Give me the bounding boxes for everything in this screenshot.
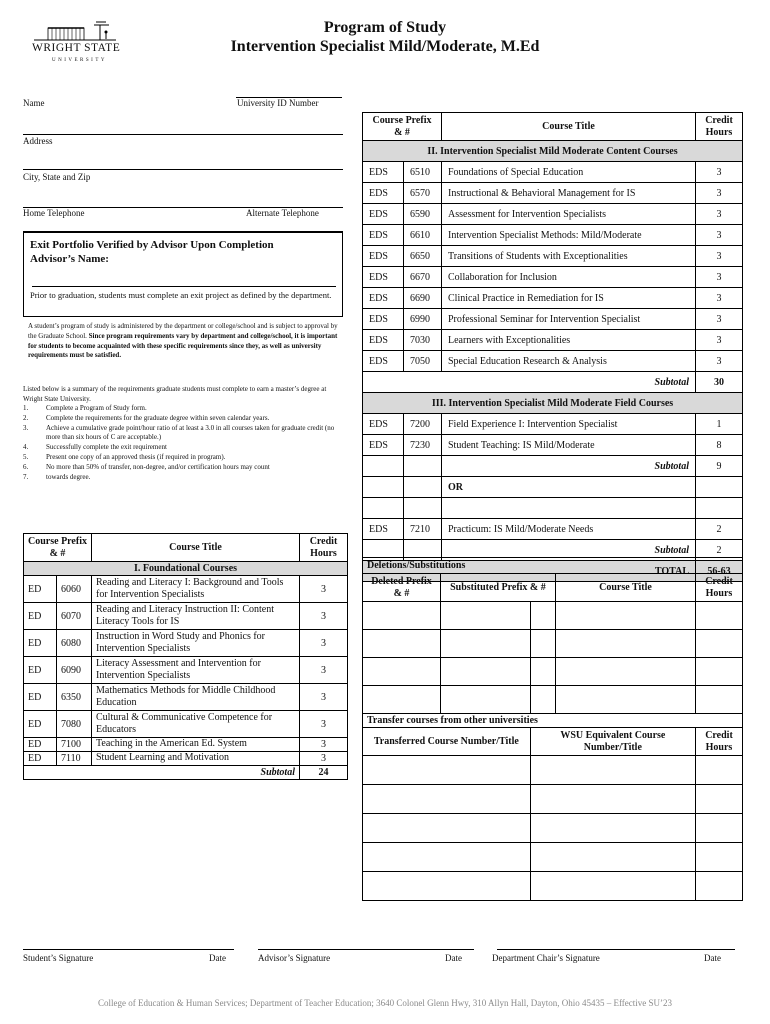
credit-hours-cell[interactable] xyxy=(696,602,743,630)
course-prefix: EDS xyxy=(363,414,404,435)
deletion-row xyxy=(363,602,743,630)
course-credit: 1 xyxy=(696,414,743,435)
course-prefix: EDS xyxy=(363,225,404,246)
course-credit: 3 xyxy=(696,309,743,330)
university-id-line[interactable] xyxy=(236,97,342,98)
requirement-text: No more than 50% of transfer, non-degree, and/or certification hours may count xyxy=(46,462,270,471)
address-label: Address xyxy=(23,136,53,146)
student-signature-label: Student’s Signature xyxy=(23,953,94,963)
course-prefix: EDS xyxy=(363,246,404,267)
course-credit: 3 xyxy=(300,603,348,630)
header-wsu-equivalent: WSU Equivalent Course Number/Title xyxy=(530,728,695,756)
course-title: Special Education Research & Analysis xyxy=(442,351,696,372)
course-prefix: EDS xyxy=(363,519,404,540)
logo-subtitle: UNIVERSITY xyxy=(52,58,107,63)
name-label: Name xyxy=(23,98,45,108)
course-credit: 3 xyxy=(300,711,348,738)
course-number: 6670 xyxy=(404,267,442,288)
course-title: Reading and Literacy Instruction II: Content Literacy Tools for IS xyxy=(92,603,300,630)
empty-cell xyxy=(404,456,442,477)
table-row xyxy=(24,752,348,766)
credit-hours-cell[interactable] xyxy=(696,843,743,872)
table-row xyxy=(24,657,348,684)
substituted-number-cell[interactable] xyxy=(530,602,555,630)
course-number: 7200 xyxy=(404,414,442,435)
course-number: 6590 xyxy=(404,204,442,225)
program-study-note xyxy=(28,322,340,361)
deletion-row xyxy=(363,686,743,714)
credit-hours-cell[interactable] xyxy=(696,814,743,843)
requirement-number: 6. xyxy=(23,462,29,471)
course-number: 6060 xyxy=(57,576,92,603)
empty-cell xyxy=(696,477,743,498)
empty-cell xyxy=(363,477,404,498)
section-field-courses: III. Intervention Specialist Mild Moderate Field Courses xyxy=(363,393,743,414)
exit-project-note: Prior to graduation, students must complete an exit project as defined by the department. xyxy=(30,290,332,300)
chair-date-label: Date xyxy=(704,953,721,963)
table-row xyxy=(363,162,743,183)
empty-cell xyxy=(404,477,442,498)
header-credit-hours: Credit Hours xyxy=(696,728,743,756)
advisor-signature-line[interactable] xyxy=(258,949,474,950)
transfer-row xyxy=(363,843,743,872)
course-credit: 3 xyxy=(300,752,348,766)
deletion-row xyxy=(363,630,743,658)
field-subtotal: 9 xyxy=(696,456,743,477)
transfer-rows xyxy=(363,756,743,901)
table-row xyxy=(24,711,348,738)
course-title: Collaboration for Inclusion xyxy=(442,267,696,288)
course-prefix: ED xyxy=(24,657,57,684)
requirement-number: 3. xyxy=(23,423,29,432)
substituted-prefix-cell[interactable] xyxy=(441,630,531,658)
or-label: OR xyxy=(442,477,696,498)
course-prefix: ED xyxy=(24,630,57,657)
header-substituted-prefix: Substituted Prefix & # xyxy=(441,574,556,602)
table-row xyxy=(24,684,348,711)
requirement-text: Successfully complete the exit requirement xyxy=(46,443,167,452)
page-title xyxy=(0,18,770,56)
requirement-text: Achieve a cumulative grade point/hour ratio of at least a 3.0 in all courses taken for graduate credit (no more than six hours of C are acceptable.) xyxy=(46,423,335,442)
course-credit: 3 xyxy=(300,684,348,711)
substituted-number-cell[interactable] xyxy=(530,686,555,714)
subtotal-label: Subtotal xyxy=(442,456,696,477)
section-foundational-courses: I. Foundational Courses xyxy=(24,562,348,576)
course-prefix: ED xyxy=(24,603,57,630)
content-course-rows xyxy=(363,162,743,372)
requirement-item xyxy=(23,404,338,414)
advisor-date-label: Date xyxy=(445,953,462,963)
course-prefix: EDS xyxy=(363,267,404,288)
table-row xyxy=(363,246,743,267)
course-title-cell[interactable] xyxy=(555,602,695,630)
credit-hours-cell[interactable] xyxy=(696,872,743,901)
course-number: 7030 xyxy=(404,330,442,351)
course-credit: 3 xyxy=(300,657,348,684)
course-number: 6610 xyxy=(404,225,442,246)
course-credit: 8 xyxy=(696,435,743,456)
content-subtotal: 30 xyxy=(696,372,743,393)
credit-hours-cell[interactable] xyxy=(696,686,743,714)
transfer-row xyxy=(363,872,743,901)
table-row xyxy=(24,630,348,657)
requirement-item xyxy=(23,453,338,463)
course-credit: 3 xyxy=(300,630,348,657)
requirement-item xyxy=(23,463,338,473)
course-number: 7080 xyxy=(57,711,92,738)
empty-cell xyxy=(363,498,404,519)
course-number: 6510 xyxy=(404,162,442,183)
program-total: 56-63 xyxy=(696,561,743,582)
course-credit: 3 xyxy=(696,351,743,372)
course-credit: 3 xyxy=(696,288,743,309)
subtotal-label: Subtotal xyxy=(24,766,300,780)
foundational-subtotal: 24 xyxy=(300,766,348,780)
deletion-rows xyxy=(363,602,743,714)
table-row xyxy=(363,267,743,288)
course-title: Student Teaching: IS Mild/Moderate xyxy=(442,435,696,456)
course-title: Cultural & Communicative Competence for Educators xyxy=(92,711,300,738)
header-credit-hours: Credit Hours xyxy=(300,534,348,562)
course-prefix: ED xyxy=(24,576,57,603)
course-title-cell[interactable] xyxy=(555,686,695,714)
city-state-zip-label: City, State and Zip xyxy=(23,172,91,182)
credit-hours-cell[interactable] xyxy=(696,658,743,686)
table-row xyxy=(363,225,743,246)
course-title: Assessment for Intervention Specialists xyxy=(442,204,696,225)
requirement-text: Complete a Program of Study form. xyxy=(46,404,147,412)
course-title: Field Experience I: Intervention Specialist xyxy=(442,414,696,435)
empty-cell xyxy=(696,498,743,519)
transfer-row xyxy=(363,814,743,843)
wsu-equivalent-cell[interactable] xyxy=(530,814,695,843)
course-credit: 2 xyxy=(696,519,743,540)
course-title: Intervention Specialist Methods: Mild/Moderate xyxy=(442,225,696,246)
course-prefix: EDS xyxy=(363,330,404,351)
header-course-title: Course Title xyxy=(555,574,695,602)
course-title: Transitions of Students with Exceptionalities xyxy=(442,246,696,267)
table-row xyxy=(24,576,348,603)
course-title: Practicum: IS Mild/Moderate Needs xyxy=(442,519,696,540)
course-prefix: ED xyxy=(24,752,57,766)
transferred-course-cell[interactable] xyxy=(363,756,531,785)
wsu-equivalent-cell[interactable] xyxy=(530,843,695,872)
course-number: 7050 xyxy=(404,351,442,372)
deletion-row xyxy=(363,658,743,686)
course-prefix: EDS xyxy=(363,288,404,309)
course-number: 6080 xyxy=(57,630,92,657)
header-prefix: Course Prefix & # xyxy=(363,113,442,141)
course-title: Teaching in the American Ed. System xyxy=(92,738,300,752)
table-row xyxy=(363,519,743,540)
transfer-row xyxy=(363,756,743,785)
course-prefix: ED xyxy=(24,711,57,738)
course-title: Clinical Practice in Remediation for IS xyxy=(442,288,696,309)
course-number: 7230 xyxy=(404,435,442,456)
requirement-number: 5. xyxy=(23,452,29,461)
requirement-item xyxy=(23,443,338,453)
course-title-cell[interactable] xyxy=(555,658,695,686)
chair-signature-line[interactable] xyxy=(497,949,735,950)
table-row xyxy=(24,738,348,752)
logo-name: WRIGHT STATE xyxy=(32,42,121,54)
course-credit: 3 xyxy=(300,576,348,603)
course-number: 7110 xyxy=(57,752,92,766)
student-signature-line[interactable] xyxy=(23,949,234,950)
deleted-prefix-cell[interactable] xyxy=(363,686,441,714)
requirements-intro: Listed below is a summary of the requirements graduate students must complete to earn a master’s degree at Wright State University. xyxy=(23,385,327,403)
course-title: Student Learning and Motivation xyxy=(92,752,300,766)
address-line[interactable] xyxy=(23,169,343,170)
header-deleted-prefix: Deleted Prefix & # xyxy=(363,574,441,602)
course-prefix: EDS xyxy=(363,351,404,372)
course-credit: 3 xyxy=(696,267,743,288)
table-row xyxy=(363,330,743,351)
wsu-equivalent-cell[interactable] xyxy=(530,785,695,814)
course-credit: 3 xyxy=(696,162,743,183)
course-title: Foundations of Special Education xyxy=(442,162,696,183)
transfer-row xyxy=(363,785,743,814)
transferred-course-cell[interactable] xyxy=(363,814,531,843)
table-row xyxy=(363,183,743,204)
deleted-prefix-cell[interactable] xyxy=(363,630,441,658)
course-prefix: EDS xyxy=(363,204,404,225)
title-line-1: Program of Study xyxy=(323,19,447,36)
foundational-course-rows xyxy=(24,576,348,766)
wsu-equivalent-cell[interactable] xyxy=(530,872,695,901)
course-prefix: EDS xyxy=(363,435,404,456)
requirement-text: Complete the requirements for the graduate degree within seven calendar years. xyxy=(46,413,270,422)
header-course-title: Course Title xyxy=(92,534,300,562)
course-credit: 3 xyxy=(696,330,743,351)
title-line-2: Intervention Specialist Mild/Moderate, M.Ed xyxy=(230,38,540,55)
course-title: Learners with Exceptionalities xyxy=(442,330,696,351)
course-prefix: EDS xyxy=(363,309,404,330)
deletions-heading: Deletions/Substitutions xyxy=(363,558,743,574)
course-number: 6090 xyxy=(57,657,92,684)
course-number: 6570 xyxy=(404,183,442,204)
credit-hours-cell[interactable] xyxy=(696,756,743,785)
study-note-text: A student’s program of study is administered by the department or college/school and is subject to approval by the Graduate School. xyxy=(28,322,338,340)
course-prefix: ED xyxy=(24,738,57,752)
requirement-text: towards degree. xyxy=(46,472,91,481)
header-prefix: Course Prefix & # xyxy=(24,534,92,562)
course-title: Instructional & Behavioral Management for IS xyxy=(442,183,696,204)
empty-cell xyxy=(363,456,404,477)
header-course-title: Course Title xyxy=(442,113,696,141)
chair-signature-label: Department Chair’s Signature xyxy=(492,953,600,963)
course-number: 7100 xyxy=(57,738,92,752)
table-row xyxy=(24,603,348,630)
substituted-prefix-cell[interactable] xyxy=(441,658,531,686)
course-number: 6690 xyxy=(404,288,442,309)
course-title-cell[interactable] xyxy=(555,630,695,658)
wsu-equivalent-cell[interactable] xyxy=(530,756,695,785)
field-course-rows xyxy=(363,414,743,456)
requirement-item xyxy=(23,414,338,424)
course-number: 6070 xyxy=(57,603,92,630)
content-courses-table xyxy=(362,112,743,582)
course-credit: 3 xyxy=(696,204,743,225)
subtotal-label: Subtotal xyxy=(442,540,696,561)
university-id-label: University ID Number xyxy=(237,98,319,108)
substituted-number-cell[interactable] xyxy=(530,630,555,658)
credit-hours-cell[interactable] xyxy=(696,630,743,658)
requirements-list xyxy=(23,404,338,482)
course-number: 7210 xyxy=(404,519,442,540)
credit-hours-cell[interactable] xyxy=(696,785,743,814)
course-prefix: EDS xyxy=(363,162,404,183)
transferred-course-cell[interactable] xyxy=(363,785,531,814)
header-credit-hours: Credit Hours xyxy=(696,574,743,602)
course-title: Instruction in Word Study and Phonics for Intervention Specialists xyxy=(92,630,300,657)
substituted-prefix-cell[interactable] xyxy=(441,602,531,630)
requirement-number: 1. xyxy=(23,404,29,412)
study-note-bold: Since program requirements vary by department and college/school, it is important for students to become acquainted with these specific requirements since they, as well as university requirements must be satisfied. xyxy=(28,331,338,360)
course-credit: 3 xyxy=(696,246,743,267)
header-transferred-course: Transferred Course Number/Title xyxy=(363,728,531,756)
footer-address: College of Education & Human Services; Department of Teacher Education; 3640 Colonel Glenn Hwy, 310 Allyn Hall, Dayton, Ohio 45435 – Effective SU’23 xyxy=(97,998,673,1008)
section-content-courses: II. Intervention Specialist Mild Moderate Content Courses xyxy=(363,141,743,162)
table-row xyxy=(363,288,743,309)
deleted-prefix-cell[interactable] xyxy=(363,658,441,686)
exit-portfolio-title: Exit Portfolio Verified by Advisor Upon Completion xyxy=(30,239,274,251)
deleted-prefix-cell[interactable] xyxy=(363,602,441,630)
empty-cell xyxy=(442,498,696,519)
course-title: Mathematics Methods for Middle Childhood Education xyxy=(92,684,300,711)
total-label: TOTAL xyxy=(363,561,696,582)
table-row xyxy=(363,204,743,225)
table-row xyxy=(363,435,743,456)
requirement-number: 2. xyxy=(23,413,29,422)
course-credit: 3 xyxy=(300,738,348,752)
requirement-number: 4. xyxy=(23,443,29,452)
requirement-item xyxy=(23,473,338,483)
practicum-subtotal: 2 xyxy=(696,540,743,561)
requirement-number: 7. xyxy=(23,472,29,481)
exit-portfolio-box xyxy=(23,231,343,317)
foundational-courses-table xyxy=(23,533,348,780)
advisor-name-line[interactable] xyxy=(32,286,336,287)
transfer-heading: Transfer courses from other universities xyxy=(363,714,743,728)
deletions-transfer-table xyxy=(362,557,743,901)
course-credit: 3 xyxy=(696,225,743,246)
transferred-course-cell[interactable] xyxy=(363,872,531,901)
substituted-prefix-cell[interactable] xyxy=(441,686,531,714)
subtotal-label: Subtotal xyxy=(363,372,696,393)
course-number: 6990 xyxy=(404,309,442,330)
course-title: Professional Seminar for Intervention Specialist xyxy=(442,309,696,330)
course-number: 6650 xyxy=(404,246,442,267)
transferred-course-cell[interactable] xyxy=(363,843,531,872)
course-credit: 3 xyxy=(696,183,743,204)
advisor-name-label: Advisor’s Name: xyxy=(30,253,109,265)
header-credit-hours: Credit Hours xyxy=(696,113,743,141)
home-telephone-label: Home Telephone xyxy=(23,208,85,218)
table-row xyxy=(363,351,743,372)
course-title: Literacy Assessment and Intervention for Intervention Specialists xyxy=(92,657,300,684)
table-row xyxy=(363,414,743,435)
advisor-signature-label: Advisor’s Signature xyxy=(258,953,331,963)
student-date-label: Date xyxy=(209,953,226,963)
requirement-text: Present one copy of an approved thesis (if required in program). xyxy=(46,452,226,461)
course-prefix: ED xyxy=(24,684,57,711)
alternate-telephone-label: Alternate Telephone xyxy=(246,208,319,218)
name-line[interactable] xyxy=(23,134,343,135)
requirement-item xyxy=(23,424,338,444)
course-number: 6350 xyxy=(57,684,92,711)
empty-cell xyxy=(404,498,442,519)
substituted-number-cell[interactable] xyxy=(530,658,555,686)
exit-portfolio-heading xyxy=(30,238,274,266)
course-title: Reading and Literacy I: Background and Tools for Intervention Specialists xyxy=(92,576,300,603)
course-prefix: EDS xyxy=(363,183,404,204)
table-row xyxy=(363,309,743,330)
